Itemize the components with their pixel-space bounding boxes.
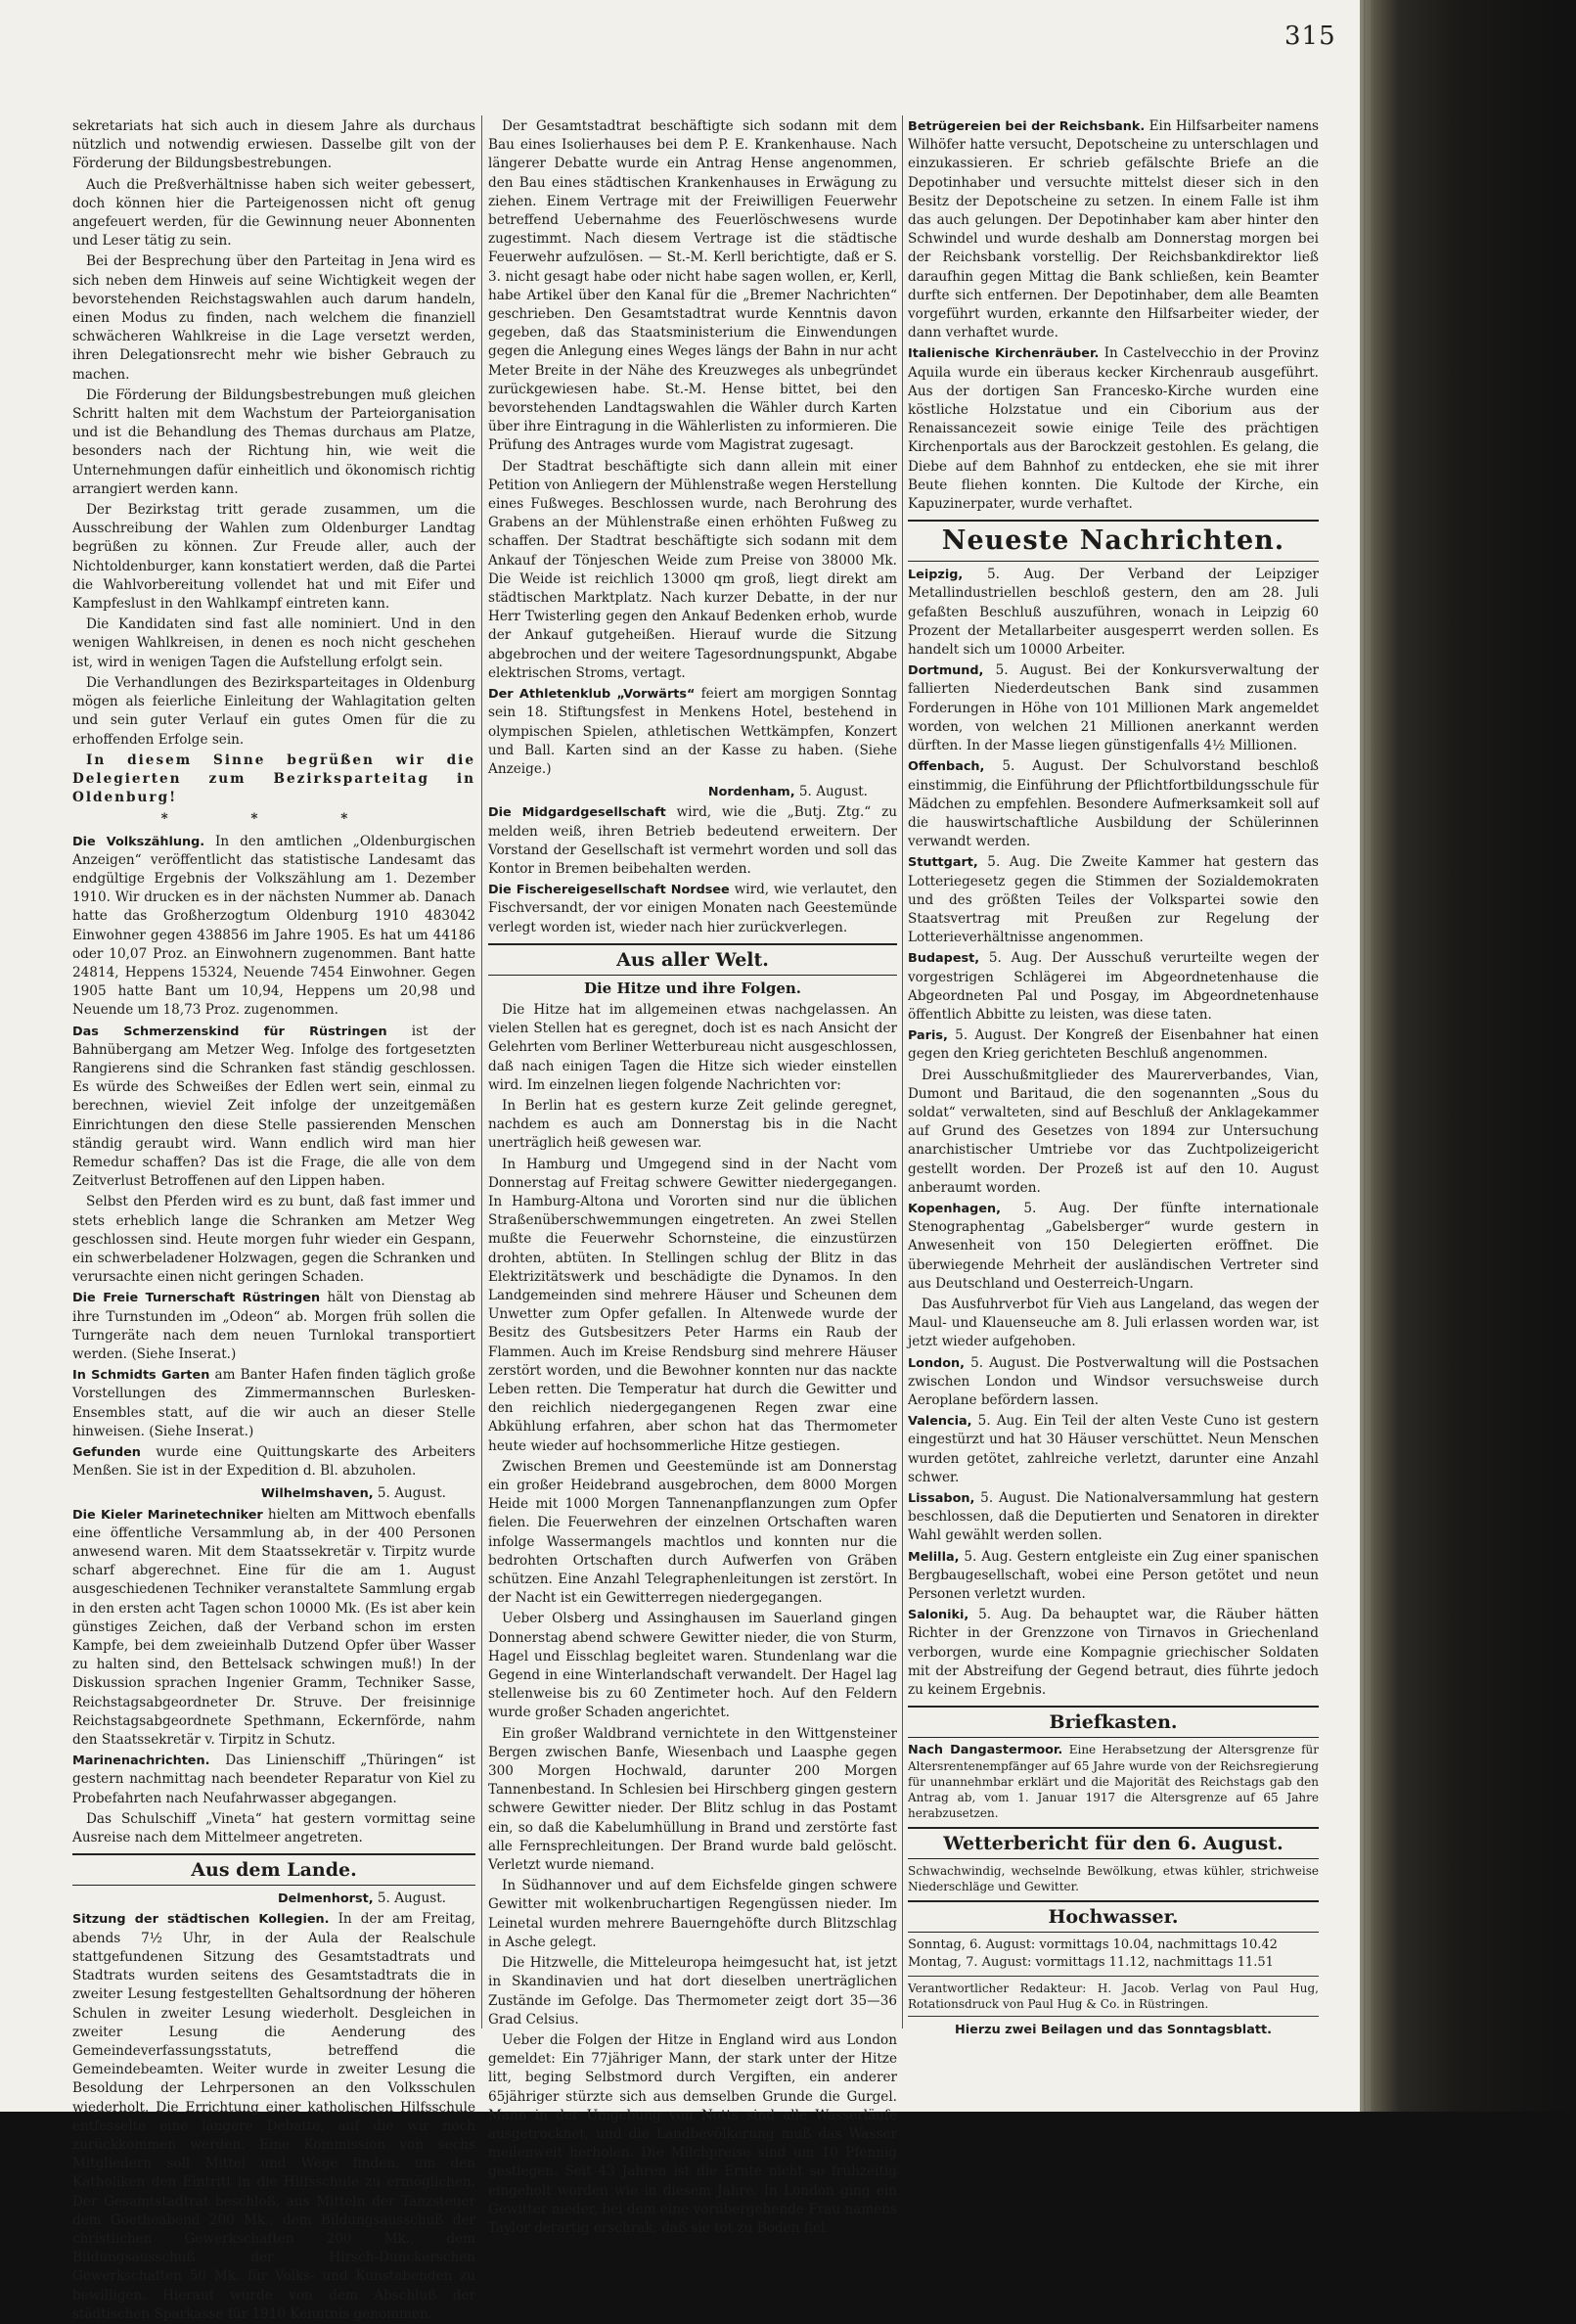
paragraph: Ueber die Folgen der Hitze in England wird aus London gemeldet: Ein 77jähriger Mann, der stark unter der Hitze litt, beging Selbstmord durch Vergiften, ein anderer 65jähriger stürzte sich aus demselben Grunde die Gurgel. Mann in der Umgebung von Notts sind alle Wasserläufe ausgetrocknet, und die Landbevölkerung muß das Wasser meilenweit herholen. Die Milchpreise sind um 10 Pfennig gestiegen. Seit 43 Jahren ist die Ernte nicht so frühzeitig eingeholt worden wie in diesem Jahre. In London ging ein Gewitter nieder, bei dem eine vorübergehende Frau namens Taylor derartig erschrak, daß sie tot zu Boden fiel.	[488, 2031, 897, 2236]
news-item	[908, 661, 1319, 755]
news-text: 5. Aug. Der fünfte internationale Stenographentag „Gabelsberger“ wurde gestern in Anwesenheit von 150 Delegierten eröffnet. Die überwiegende Mehrheit der ausländischen Vertreter sind aus Deutschland und Oesterreich-Ungarn.	[908, 1200, 1319, 1292]
news-lead: Italienische Kirchenräuber.	[908, 346, 1100, 362]
section-title: Hochwasser.	[908, 1900, 1319, 1933]
dateline-date: 5. August.	[377, 1891, 446, 1907]
page-edge	[1364, 0, 1366, 2112]
news-lead: Betrügereien bei der Reichsbank.	[908, 119, 1146, 134]
news-lead: Die Volkszählung.	[72, 834, 205, 849]
news-item	[908, 1354, 1319, 1411]
news-text: 5. Aug. Ein Teil der alten Veste Cuno ist gestern eingestürzt und hat 30 Häuser verschüttet. Neun Menschen wurden getötet, zahlreiche verletzt, darunter eine Anzahl schwer.	[908, 1413, 1320, 1485]
news-text: 5. August. Die Postverwaltung will die Postsachen zwischen London und Windsor versuchsweise durch Aeroplane befördern lassen.	[908, 1354, 1319, 1408]
news-item	[908, 853, 1319, 947]
news-item	[488, 685, 897, 779]
news-lead: Gefunden	[72, 1445, 141, 1461]
section-title: Briefkasten.	[908, 1706, 1319, 1738]
dateline-date: 5. August.	[377, 1485, 446, 1502]
column-3	[908, 117, 1319, 2065]
news-lead: Budapest,	[908, 951, 980, 967]
news-text: Ein Hilfsarbeiter namens Wilhöfer hatte versucht, Depotscheine zu unterschlagen und einzukassieren. Er schrieb gefälschte Briefe an die Depotinhaber und versuchte mittelst dieser sich in den Besitz der Depotscheine zu setzen. In einem Falle ist ihm das auch gelungen. Der Depotinhaber kam aber hinter den Schwindel und wurde deshalb am Donnerstag morgen bei der Reichsbank vorstellig. Der Reichsbankdirektor ließ daraufhin gegen Mittag die Bank schließen, kein Beamter durfte sich entfernen. Der Depotinhaber, dem alle Beamten vorgeführt wurden, erkannte den Hilfsarbeiter wieder, der dann verhaftet wurde.	[908, 118, 1320, 342]
divider	[908, 1976, 1319, 1977]
news-lead: Der Athletenklub „Vorwärts“	[488, 687, 696, 703]
news-item	[908, 1026, 1319, 1064]
section-separator: * * *	[160, 811, 387, 828]
news-text: 5. August. Der Kongreß der Eisenbahner hat einen gegen den Krieg gerichteten Beschluß angenommen.	[908, 1027, 1319, 1063]
news-item	[72, 1752, 475, 1808]
news-lead: Marinenachrichten.	[72, 1754, 210, 1769]
news-text: 5. Aug. Da behauptet war, die Räuber hätten Richter in der Grenzzone von Tirnavos in Griechenland verborgen, wurde eine Kompagnie griechischer Soldaten mit der Abstreifung der Gegend betraut, dies führte jedoch zu keinem Ergebnis.	[908, 1607, 1319, 1699]
paragraph: Die Verhandlungen des Bezirksparteitages in Oldenburg mögen als feierliche Einleitung der Wahlagitation gelten und sein guter Verlauf ein gutes Omen für die zu erhoffenden Erfolge sein.	[72, 674, 475, 748]
paragraph: Ueber Olsberg und Assinghausen im Sauerland gingen Donnerstag abend schwere Gewitter nieder, die von Sturm, Hagel und Eisschlag begleitet waren. Stundenlang war die Gegend in eine Winterlandschaft verwandelt. Der Hagel lag stellenweise bis zu 60 Zentimeter hoch. Auf den Feldern wurde großer Schaden angerichtet.	[488, 1611, 897, 1721]
news-item	[908, 344, 1319, 514]
news-item	[72, 1443, 475, 1481]
news-item	[908, 1606, 1319, 1700]
dateline-place: Delmenhorst,	[277, 1891, 374, 1907]
news-text: ist der Bahnübergang am Metzer Weg. Infolge des fortgesetzten Rangierens sind die Schranken fast ständig geschlossen. Es würde des Schweißes der Edlen wert sein, einmal zu berechnen, wieviel Zeit infolge der unzeitgemäßen Einrichtungen den diese Stelle passierenden Menschen ständig geraubt wird. Wann endlich wird man hier Remedur schaffen? Das ist die Frage, die alle von dem Zeitverlust Betroffenen auf den Lippen haben.	[72, 1023, 475, 1190]
paragraph: Der Stadtrat beschäftigte sich dann allein mit einer Petition von Anliegern der Mühlenstraße wegen Herstellung eines Fußweges. Beschlossen wurde, nach Berohrung des Grabens an der Mühlenstraße einen erhöhten Fußweg zu schaffen. Der Stadtrat beschäftigte sich sodann mit dem Ankauf der Tönjeschen Weide zum Preise von 38000 Mk. Die Weide ist reichlich 13000 qm groß, liegt direkt am städtischen Marktplatz. Nach kurzer Debatte, in der nur Herr Twisterling gegen den Ankauf Bedenken erhob, wurde der Ankauf gutgeheißen. Hierauf wurde die Sitzung abgebrochen und der weitere Tagesordnungspunkt, Abgabe elektrischen Stroms, vertagt.	[488, 458, 897, 681]
dateline-place: Nordenham,	[707, 785, 795, 800]
article-subhead: Die Hitze und ihre Folgen.	[583, 979, 802, 997]
news-lead: Nach Dangastermoor.	[908, 1743, 1063, 1758]
book-binding	[1360, 0, 1576, 2112]
page-number: 315	[1284, 22, 1336, 51]
dateline	[488, 783, 897, 801]
section-title: Aus dem Lande.	[72, 1853, 475, 1886]
news-lead: Melilla,	[908, 1549, 960, 1565]
tide-row: Montag, 7. August: vormittags 11.12, nachmittags 11.51	[908, 1955, 1274, 1971]
column-rule	[902, 115, 903, 2028]
news-item	[488, 803, 897, 879]
paragraph: Zwischen Bremen und Geestemünde ist am Donnerstag ein großer Heidebrand ausgebrochen, dem 8000 Morgen Heide mit 1000 Morgen Tannenanpflanzungen zum Opfer fielen. Die Feuerwehren der einzelnen Ortschaften waren infolge Wassermangels machtlos und konnten nur die bedrohten Ortschaften durch Aufwerfen von Gräben schützen. Eine Anzahl Telegraphenleitungen ist zerstört. In der Nacht ist ein Gewitterregen niedergegangen.	[488, 1458, 897, 1607]
news-text: Eine Herabsetzung der Altersgrenze für Altersrentenempfänger auf 65 Jahre wurde von der Reichsregierung für unannehmbar erklärt und die Majorität des Reichstags gab den Antrag ab, vom 1. Januar 1917 die Altersgrenze auf 65 Jahre herabzusetzen.	[908, 1743, 1319, 1821]
news-item	[908, 1200, 1319, 1294]
news-text: wird, wie verlautet, den Fischversandt, der vor einigen Monaten nach Geestemünde verlegt worden ist, wieder nach hier zurückverlegen.	[488, 882, 898, 935]
news-text: feiert am morgigen Sonntag sein 18. Stiftungsfest in Menkens Hotel, bestehend in olympischen Spielen, athletischen Wettkämpfen, Konzert und Ball. Karten sind an der Kasse zu haben. (Siehe Anzeige.)	[488, 686, 897, 777]
news-item	[908, 1412, 1319, 1487]
column-rule	[481, 115, 482, 2028]
news-lead: London,	[908, 1355, 965, 1371]
paragraph: Die Hitzwelle, die Mitteleuropa heimgesucht hat, ist jetzt in Skandinavien und hat dort dieselben unerträglichen Zustände im Gefolge. Das Thermometer zeigt dort 35—36 Grad Celsius.	[488, 1955, 897, 2028]
tide-table	[908, 1937, 1319, 1972]
news-item	[72, 1023, 475, 1192]
news-item	[908, 1548, 1319, 1605]
news-lead: In Schmidts Garten	[72, 1368, 210, 1384]
dateline	[72, 1890, 475, 1908]
news-text: 5. Aug. Der Ausschuß verurteilte wegen der vorgestrigen Schlägerei im Abgeordnetenhause die Abgeordneten Pal und Posgay, im Abgeordnetenhause öffentlich Abbitte zu leisten, was diese taten.	[908, 950, 1319, 1023]
page-edge	[1369, 0, 1371, 2112]
paragraph: sekretariats hat sich auch in diesem Jahre als durchaus nützlich und notwendig erwiesen. Dasselbe gilt von der Förderung der Bildungsbestrebungen.	[72, 118, 475, 172]
news-lead: Offenbach,	[908, 759, 985, 775]
divider	[908, 2016, 1319, 2017]
paragraph: Der Gesamtstadtrat beschäftigte sich sodann mit dem Bau eines Isolierhauses bei dem P. E. Krankenhause. Nach längerer Debatte wurde ein Antrag Hense angenommen, den Bau eines städtischen Krankenhauses in Erwägung zu ziehen. Einem Vertrage mit der Freiwilligen Feuerwehr betreffend Uebernahme des Feuerlöschwesens wurde zugestimmt. Nach diesem Vertrage ist die städtische Feuerwehr aufzulösen. — St.-M. Kerll berichtigte, daß er S. 3. nicht gesagt habe oder nicht habe sagen wollen, er, Kerll, habe Artikel über den Kanal für die „Bremer Nachrichten“ geschrieben. Den Gesamtstadtrat wurde Kenntnis davon gegeben, daß das Staatsministerium die Einwendungen gegen die Anlegung eines Weges längs der Bahn in nur acht Meter Breite in der Nähe des Kreuzweges als unbegründet zurückgewiesen habe. St.-M. Hense bittet, bei den bevorstehenden Landtagswahlen die Wähler durch Karten über ihre Eintragung in die Wählerlisten zu informieren. Die Prüfung des Antrages wurde vom Magistrat zugesagt.	[488, 118, 897, 454]
paragraph: In Berlin hat es gestern kurze Zeit gelinde geregnet, nachdem es auch am Donnerstag bis in die Nacht unerträglich heiß gewesen war.	[488, 1097, 897, 1152]
news-text: wird, wie die „Butj. Ztg.“ zu melden weiß, ihren Betrieb bedeutend erweitern. Der Vorstand der Gesellschaft ist vermehrt worden und soll das Kontor in Bremen beibehalten werden.	[488, 804, 897, 877]
news-item	[908, 757, 1319, 851]
news-item	[908, 566, 1319, 660]
paragraph: Bei der Besprechung über den Parteitag in Jena wird es sich neben dem Hinweis auf seine Wichtigkeit wegen der bevorstehenden Reichstagswahlen auch darum handeln, einen Modus zu finden, nach welchem die finanziell schwächeren Wahlkreise in die Lage versetzt werden, ihren Delegationsrecht mehr wie bisher Gebrauch zu machen.	[72, 253, 475, 383]
paragraph: In Hamburg und Umgegend sind in der Nacht vom Donnerstag auf Freitag schwere Gewitter niedergegangen. In Hamburg-Altona und Vororten sind nur die üblichen Straßenüberschwemmungen eingetreten. An zwei Stellen mußte die Feuerwehr Schornsteine, die einzustürzen drohten, abtüten. In Stellingen schlug der Blitz in das Elektrizitätswerk und beschädigte die Dynamos. In den Landgemeinden sind mehrere Häuser und Scheunen dem Unwetter zum Opfer gefallen. In Altenwede wurde der Besitz des Gutsbesitzers Peter Harms ein Raub der Flammen. Auch im Kreise Rendsburg sind mehrere Häuser zerstört worden, und die Bewohner konnten nur das nackte Leben retten. Die Temperatur hat durch die Gewitter und den reichlich niedergegangenen Regen zwar eine Abkühlung erfahren, aber schon hat das Thermometer heute wieder auf hochsommerliche Hitze gestiegen.	[488, 1156, 897, 1454]
news-item	[72, 1366, 475, 1441]
paragraph: In Südhannover und auf dem Eichsfelde gingen schwere Gewitter mit wolkenbruchartigen Regengüssen nieder. Im Leinetal wurden mehrere Bauerngehöfte durch Blitzschlag in Asche gelegt.	[488, 1878, 897, 1950]
news-lead: Die Kieler Marinetechniker	[72, 1507, 263, 1523]
column-2	[488, 117, 898, 2236]
paragraph: Das Ausfuhrverbot für Vieh aus Langeland, das wegen der Maul- und Klauenseuche am 8. Juli erlassen worden war, ist jetzt wieder aufgehoben.	[908, 1296, 1319, 1350]
news-text: 5. August. Bei der Konkursverwaltung der fallierten Niederdeutschen Bank sind zusammen Forderungen in Höhe von 101 Millionen Mark angemeldet worden, von welchen 21 Millionen anerkannt werden dürften. In der Masse liegen günstigenfalls 4½ Millionen.	[908, 662, 1320, 754]
paragraph: Die Förderung der Bildungsbestrebungen muß gleichen Schritt halten mit dem Wachstum der Parteiorganisation und ist die Behandlung des Themas durchaus am Platze, besonders nach der Richtung hin, wie weit die Unternehmungen dafür einheitlich und ökonomisch richtig arrangiert werden kann.	[72, 387, 475, 497]
news-text: 5. Aug. Die Zweite Kammer hat gestern das Lotteriegesetz gegen die Stimmen der Sozialdemokraten und des größten Teiles der Volkspartei sowie den Staatsvertrag mit Preußen zur Regelung der Lotterieverhältnisse angenommen.	[908, 854, 1319, 946]
paragraph: Der Bezirkstag tritt gerade zusammen, um die Ausschreibung der Wahlen zum Oldenburger Landtag begrüßen zu können. Zur Freude aller, auch der Nichtoldenburger, kann konstatiert werden, daß die Partei die Wahlvorbereitung vollendet hat und mit Eifer und Kampfeslust in den Wahlkampf eintreten kann.	[72, 502, 475, 613]
news-item	[488, 881, 897, 937]
paragraph-greeting: In diesem Sinne begrüßen wir die Delegierten zum Bezirksparteitag in Oldenburg!	[72, 752, 475, 806]
paragraph: Drei Ausschußmitglieder des Maurerverbandes, Vian, Dumont und Baritaud, die den sogenannten „Sous du soldat“ verwalteten, sind auf Beschluß der Anklagekammer auf Grund des Gesetzes von 1894 zur Untersuchung anarchistischer Umtriebe vor das Zuchtpolizeigericht gestellt worden. Der Prozeß ist auf den 10. August anberaumt worden.	[908, 1067, 1319, 1196]
news-text: 5. August. Der Schulvorstand beschloß einstimmig, die Einführung der Pflichtfortbildungsschule für Mädchen zu empfehlen. Besondere Aufmerksamkeit soll auf die hauswirtschaftliche Ausbildung der Schülerinnen verwandt werden.	[908, 758, 1319, 850]
news-item	[72, 1289, 475, 1364]
dateline-place: Wilhelmshaven,	[260, 1486, 374, 1502]
footer-note: Hierzu zwei Beilagen und das Sonntagsblatt.	[955, 2023, 1272, 2038]
news-lead: Dortmund,	[908, 663, 984, 679]
tide-row: Sonntag, 6. August: vormittags 10.04, nachmittags 10.42	[908, 1937, 1278, 1953]
news-text: wurde eine Quittungskarte des Arbeiters Menßen. Sie ist in der Expedition d. Bl. abzuholen.	[72, 1444, 476, 1480]
news-text: In Castelvecchio in der Provinz Aquila wurde ein überaus kecker Kirchenraub ausgeführt. Aus der dortigen San Francesko-Kirche wurden eine köstliche Holzstatue und ein Ciborium aus der Renaissancezeit sowie einige Teile des prächtigen Kirchenportals aus der Barockzeit gestohlen. Es gelang, die Diebe auf dem Bahnhof zu entdecken, ehe sie mit ihrer Beute fliehen konnten. Die Kultode der Kirche, ein Kapuzinerpater, wurde verhaftet.	[908, 345, 1319, 513]
news-lead: Die Fischereigesellschaft Nordsee	[488, 883, 730, 898]
news-lead: Paris,	[908, 1028, 948, 1044]
news-lead: Stuttgart,	[908, 855, 978, 871]
news-text: In der am Freitag, abends 7½ Uhr, in der Aula der Realschule stattgefundenen Sitzung des Gesamtstadtrats und Stadtrats wurden seitens des Gesamtstadtrats die in zweiter Lesung festgestellten Gehaltsordnung der höheren Schulen in zweiter Lesung wiederholt. Desgleichen in zweiter Lesung die Aenderung des Gemeindeverfassungsstatuts, betreffend die Gemeindebeamten. Weiter wurde in zweiter Lesung die Besoldung der Lehrpersonen an den Volksschulen wiederholt. Die Errichtung einer katholischen Hilfsschule entfesselte eine längere Debatte, auf die wir noch zurückkommen werden. Eine Kommission von sechs Mitgliedern soll Mittel und Wege finden, um den Katholiken den Eintritt in die Hilfsschule zu ermöglichen. Der Gesamtstadtrat beschloß, aus Mitteln der Tanzsteuer dem Goetheabend 200 Mk., dem Bildungsausschuß der christlichen Gewerkschaften 200 Mk., dem Bildungsausschuß der Hirsch-Dunckerschen Gewerkschaften 50 Mk. für Volks- und Kunstabenden zu bewilligen. Hierauf wurde von dem Abschluß der städtischen Sparkasse für 1910 Kenntnis genommen.	[72, 1911, 475, 2322]
news-item	[908, 949, 1319, 1025]
dateline	[72, 1484, 475, 1503]
news-text: hielten am Mittwoch ebenfalls eine öffentliche Versammlung ab, in der 400 Personen anwesend waren. Mit dem Staatssekretär v. Tirpitz wurde scharf abgerechnet. Eine für die am 1. August ausgeschiedenen Techniker veranstaltete Sammlung ergab in den ersten acht Tagen schon 10000 Mk. (Es ist aber kein günstiges Zeichen, daß der Verband schon im ersten Kampfe, bei dem zweieinhalb Dutzend Opfer über Wasser zu halten sind, den Bettelsack schwingen muß!) In der Diskussion sprachen Ingenier Gramm, Techniker Sasse, Reichstagsabgeordneter Dr. Struve. Der freisinnige Reichstagsabgeordnete Spethmann, Eckernförde, nahm den Staatssekretär v. Tirpitz in Schutz.	[72, 1506, 475, 1749]
news-lead: Sitzung der städtischen Kollegien.	[72, 1912, 330, 1928]
news-text: 5. Aug. Gestern entgleiste ein Zug einer spanischen Bergbaugesellschaft, wobei eine Person getötet und neun Personen verletzt wurden.	[908, 1548, 1319, 1603]
paragraph: Das Schulschiff „Vineta“ hat gestern vormittag seine Ausreise nach dem Mittelmeer angetreten.	[72, 1810, 475, 1846]
imprint: Verantwortlicher Redakteur: H. Jacob. Verlag von Paul Hug, Rotationsdruck von Paul Hug & Co. in Rüstringen.	[908, 1982, 1319, 2012]
news-text: hält von Dienstag ab ihre Turnstunden im „Odeon“ ab. Morgen früh sollen die Turngeräte nach dem neuen Turnlokal transportiert werden. (Siehe Inserat.)	[72, 1290, 475, 1362]
section-title: Wetterbericht für den 6. August.	[908, 1827, 1319, 1859]
news-text: am Banter Hafen finden täglich große Vorstellungen des Zimmermannschen Burlesken-Ensembles statt, auf die wir auch an dieser Stelle hinweisen. (Siehe Inserat.)	[72, 1367, 475, 1439]
news-item	[72, 1910, 475, 2323]
section-title: Aus aller Welt.	[488, 943, 897, 976]
column-1	[72, 117, 476, 2322]
dateline-date: 5. August.	[798, 784, 868, 800]
news-text: In den amtlichen „Oldenburgischen Anzeigen“ veröffentlicht das statistische Landesamt das endgültige Ergebnis der Volkszählung am 1. Dezember 1910. Wir drucken es in der nächsten Nummer ab. Danach hatte das Großherzogtum Oldenburg 1910 483042 Einwohner gegen 438856 im Jahre 1905. Es hat um 44186 oder 10,07 Proz. an Einwohnern zugenommen. Bant hatte 24814, Heppens 15324, Neuende 7454 Einwohner. Gegen 1905 hatte Bant um 10,94, Heppens um 20,98 und Neuende um 18,73 Proz. zugenommen.	[72, 833, 475, 1019]
news-lead: Die Freie Turnerschaft Rüstringen	[72, 1291, 321, 1306]
paragraph: Die Kandidaten sind fast alle nominiert. Und in den wenigen Wahlkreisen, in denen es noch nicht geschehen ist, wird in wenigen Tagen die Aufstellung erfolgt sein.	[72, 616, 475, 670]
news-item	[908, 1742, 1319, 1821]
news-item	[72, 833, 475, 1021]
news-text: 5. Aug. Der Verband der Leipziger Metallindustriellen beschloß gestern, den am 28. Juli gefaßten Beschluß auszuführen, wonach in Leipzig 60 Prozent der Metallarbeiter ausgesperrt werden sollen. Es handelt sich um 10000 Arbeiter.	[908, 567, 1320, 659]
news-text: Das Linienschiff „Thüringen“ ist gestern nachmittag nach beendeter Reparatur von Kiel zu Probefahrten nach Neufahrwasser abgegangen.	[72, 1753, 476, 1806]
paragraph: Ein großer Waldbrand vernichtete in den Wittgensteiner Bergen zwischen Banfe, Wiesenbach und Laasphe gegen 300 Morgen Hochwald, darunter 200 Morgen Tannenbestand. In Schlesien bei Hirschberg gingen gestern schwere Gewitter nieder. Der Blitz schlug in das Postamt ein, so daß die Kabelumhüllung in Brand und zerstörte fast alle Fernsprechleitungen. Der Brand wurde bald gelöscht. Verletzt wurde niemand.	[488, 1725, 897, 1874]
news-lead: Leipzig,	[908, 568, 964, 583]
section-title: Neueste Nachrichten.	[908, 520, 1319, 562]
weather-text: Schwachwindig, wechselnde Bewölkung, etwas kühler, strichweise Niederschläge und Gewitter.	[908, 1864, 1319, 1894]
news-lead: Lissabon,	[908, 1491, 975, 1507]
paragraph: Selbst den Pferden wird es zu bunt, daß fast immer und stets erheblich lange die Schranken am Metzer Weg geschlossen sind. Heute morgen fuhr wieder ein Gespann, ein schwerbeladener Holzwagen, gegen die Schranken und verursachte einen nicht geringen Schaden.	[72, 1194, 475, 1286]
news-lead: Valencia,	[908, 1414, 972, 1430]
news-lead: Das Schmerzenskind für Rüstringen	[72, 1024, 387, 1039]
paragraph: Die Hitze hat im allgemeinen etwas nachgelassen. An vielen Stellen hat es geregnet, doch ist es nach Ansicht der Gelehrten vom Berliner Wetterbureau nicht ausgeschlossen, daß nach einigen Tagen die Hitze sich wieder einstellen wird. Im einzelnen liegen folgende Nachrichten vor:	[488, 1001, 897, 1093]
news-text: 5. August. Die Nationalversammlung hat gestern beschlossen, daß die Deputierten und Senatoren in direkter Wahl gewählt werden sollen.	[908, 1490, 1319, 1544]
news-item	[72, 1506, 475, 1751]
paragraph: Auch die Preßverhältnisse haben sich weiter gebessert, doch können hier die Parteigenossen nicht oft genug angefeuert werden, für die Gewinnung neuer Abonnenten und Leser tätig zu sein.	[72, 176, 475, 250]
news-item	[908, 1489, 1319, 1546]
news-item	[908, 117, 1319, 342]
news-lead: Saloniki,	[908, 1608, 969, 1623]
news-lead: Kopenhagen,	[908, 1201, 1001, 1216]
news-lead: Die Midgardgesellschaft	[488, 805, 666, 821]
